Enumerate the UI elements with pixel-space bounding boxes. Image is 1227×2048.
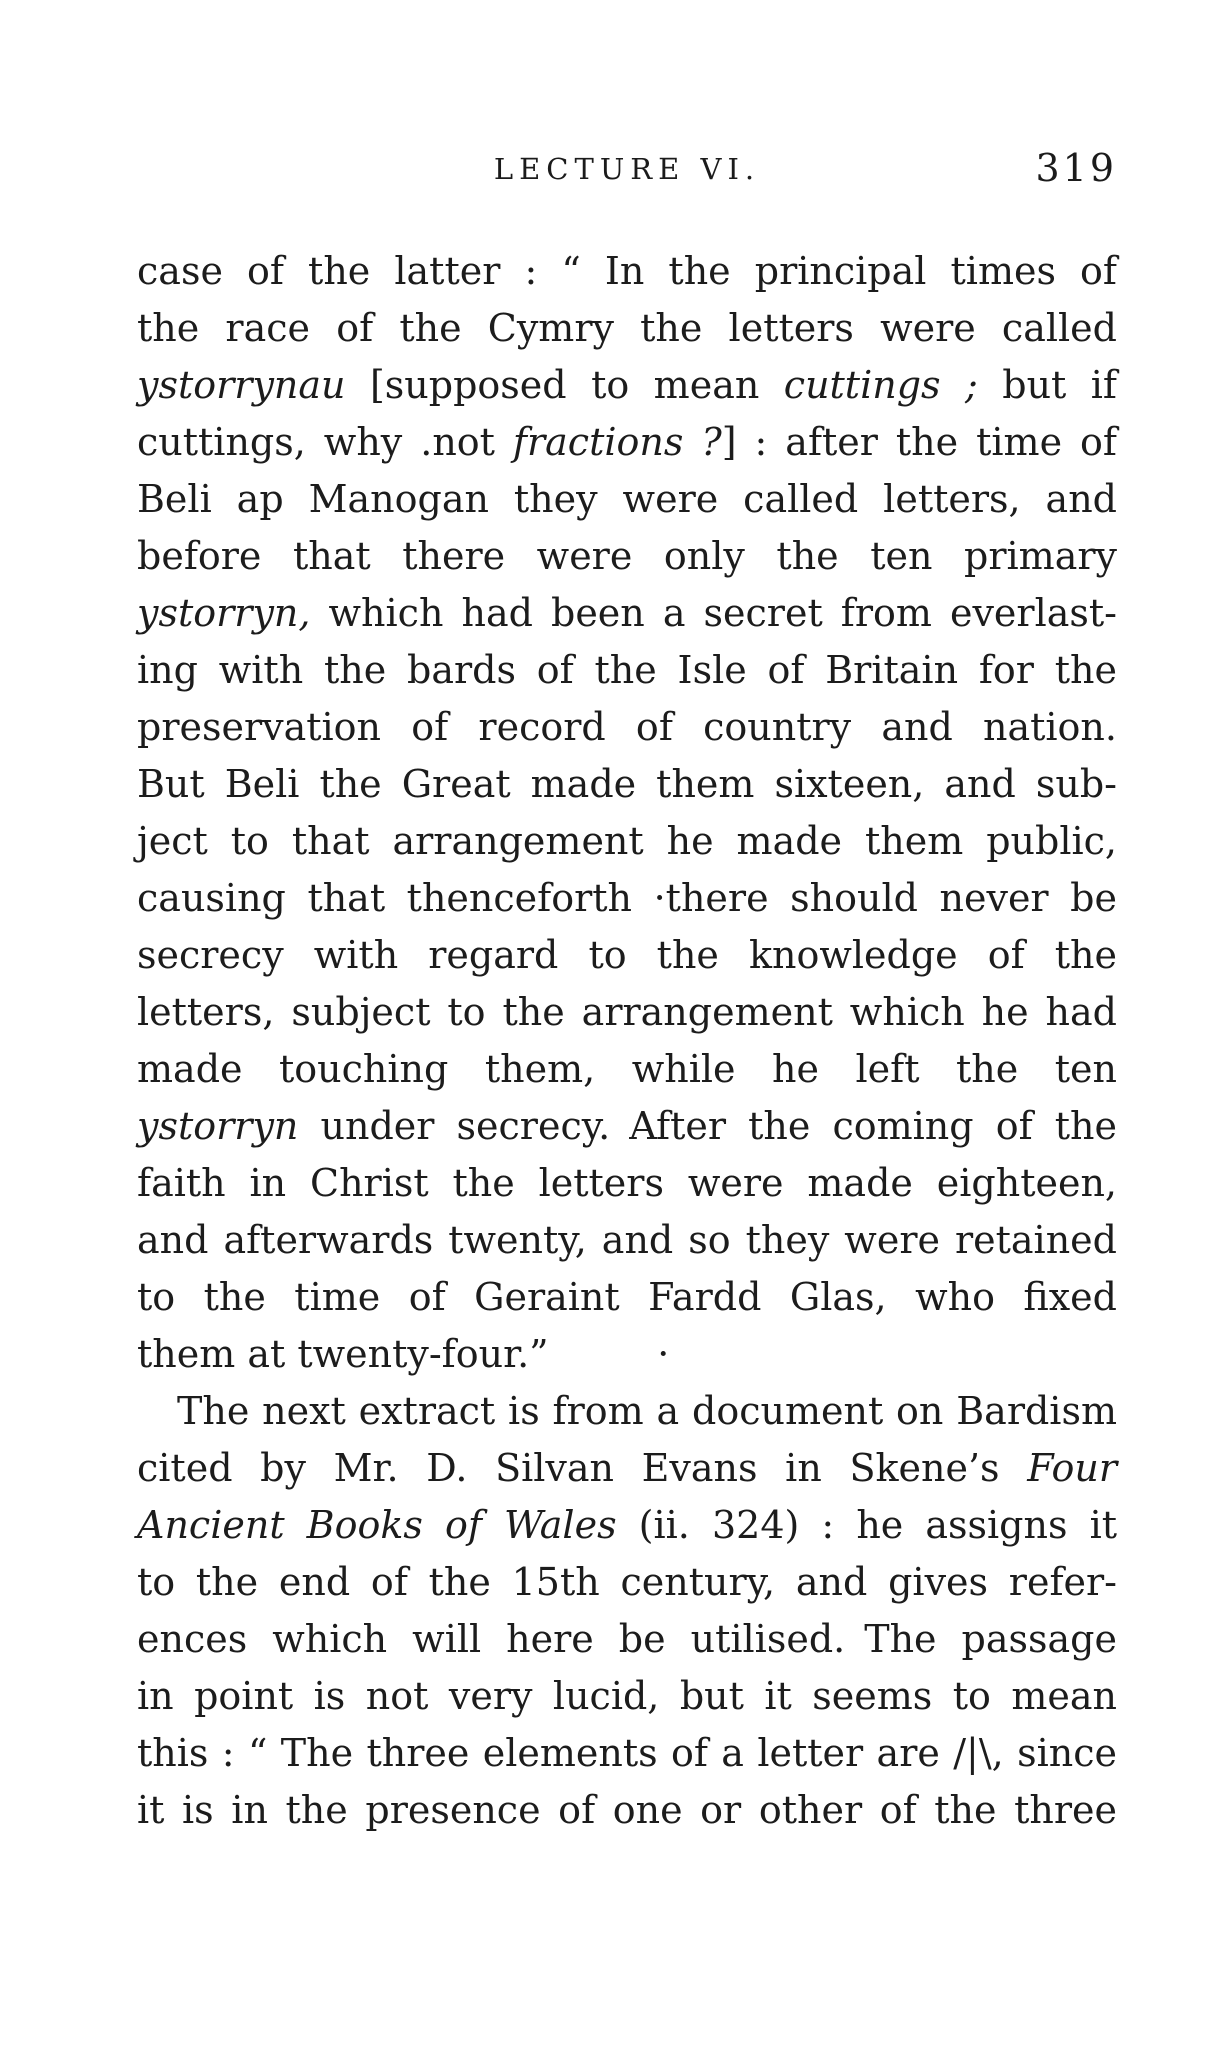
- text-run: preservation of record of country and nation.: [137, 705, 1117, 749]
- text-line: [137, 1668, 1117, 1725]
- text-line: [137, 1155, 1117, 1212]
- text-run: them at twenty-four.” ·: [137, 1332, 670, 1376]
- text-run-italic: ystorryn: [137, 1104, 299, 1148]
- text-run: in point is not very lucid, but it seems to mean: [137, 1674, 1117, 1718]
- text-run: before that there were only the ten primary: [137, 534, 1117, 578]
- text-line: [137, 984, 1117, 1041]
- text-line: [137, 1212, 1117, 1269]
- text-line: [137, 243, 1117, 300]
- text-line: [137, 1497, 1117, 1554]
- text-line: [137, 1554, 1117, 1611]
- text-run: causing that thenceforth ·there should never be: [137, 876, 1117, 920]
- text-run: Beli ap Manogan they were called letters, and: [137, 477, 1117, 521]
- text-run-italic: Four: [1027, 1446, 1117, 1490]
- text-line: [137, 813, 1117, 870]
- text-run: ject to that arrangement he made them public,: [137, 819, 1117, 863]
- text-line: [137, 1782, 1117, 1839]
- text-line: [137, 1383, 1117, 1440]
- text-run: cited by Mr. D. Silvan Evans in Skene’s: [137, 1446, 1028, 1490]
- running-header: [137, 146, 1117, 194]
- text-run: which had been a secret from everlast-: [310, 591, 1117, 635]
- text-line: [137, 414, 1117, 471]
- text-run: the race of the Cymry the letters were called: [137, 306, 1117, 350]
- text-run-italic: Ancient Books of Wales: [137, 1503, 617, 1547]
- text-run: it is in the presence of one or other of the three: [137, 1788, 1117, 1832]
- text-run: to the time of Geraint Fardd Glas, who fixed: [137, 1275, 1117, 1319]
- text-run: [supposed to mean: [345, 363, 784, 407]
- text-line: [137, 300, 1117, 357]
- text-line: [137, 471, 1117, 528]
- text-run: under secrecy. After the coming of the: [298, 1104, 1117, 1148]
- text-line: [137, 1440, 1117, 1497]
- text-run: case of the latter : “ In the principal times of: [137, 249, 1117, 293]
- text-line: [137, 1611, 1117, 1668]
- text-run: made touching them, while he left the ten: [137, 1047, 1117, 1091]
- text-line: [137, 528, 1117, 585]
- text-line: [137, 1269, 1117, 1326]
- text-run: but if: [977, 363, 1117, 407]
- text-run-italic: ystorryn,: [137, 591, 311, 635]
- text-run: and afterwards twenty, and so they were retained: [137, 1218, 1117, 1262]
- text-line: [137, 927, 1117, 984]
- text-run: But Beli the Great made them sixteen, and sub-: [137, 762, 1117, 806]
- text-run-italic: fractions ?: [512, 420, 722, 464]
- text-run: ] : after the time of: [721, 420, 1117, 464]
- text-run-italic: ystorrynau: [137, 363, 346, 407]
- text-run: cuttings, why .not: [137, 420, 513, 464]
- text-run: to the end of the 15th century, and gives refer-: [137, 1560, 1117, 1604]
- page-body: [137, 243, 1117, 1839]
- text-run: faith in Christ the letters were made eighteen,: [137, 1161, 1117, 1205]
- text-run: The next extract is from a document on Bardism: [177, 1389, 1117, 1433]
- text-line: [137, 585, 1117, 642]
- text-line: [137, 1725, 1117, 1782]
- text-line: [137, 1041, 1117, 1098]
- text-run-italic: cuttings ;: [783, 363, 978, 407]
- text-line: [137, 1326, 1117, 1383]
- text-run: letters, subject to the arrangement which he had: [137, 990, 1117, 1034]
- running-title: LECTURE VI.: [493, 152, 761, 186]
- text-line: [137, 642, 1117, 699]
- text-run: ences which will here be utilised. The passage: [137, 1617, 1117, 1661]
- text-line: [137, 870, 1117, 927]
- text-run: secrecy with regard to the knowledge of the: [137, 933, 1117, 977]
- text-run: this : “ The three elements of a letter are /|\, since: [137, 1731, 1117, 1775]
- text-line: [137, 756, 1117, 813]
- text-line: [137, 357, 1117, 414]
- text-line: [137, 699, 1117, 756]
- text-run: ing with the bards of the Isle of Britain for the: [137, 648, 1117, 692]
- text-line: [137, 1098, 1117, 1155]
- page-number: 319: [1035, 146, 1117, 190]
- text-run: (ii. 324) : he assigns it: [616, 1503, 1118, 1547]
